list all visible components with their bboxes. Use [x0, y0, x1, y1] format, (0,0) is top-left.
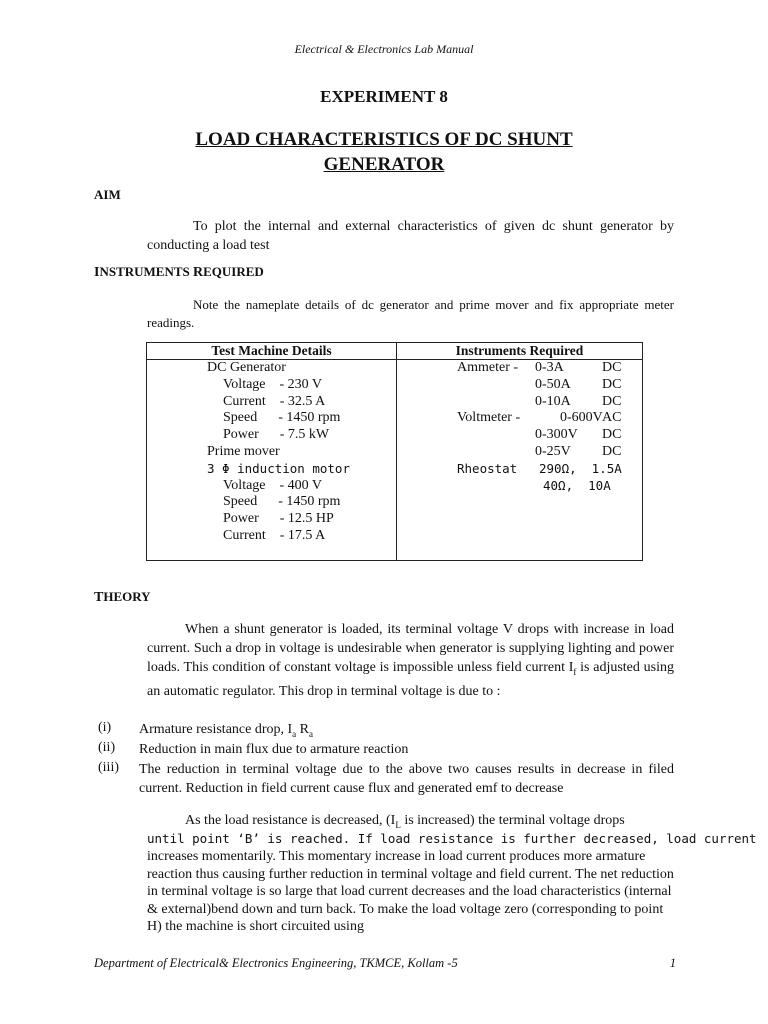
- machine-detail-line: Speed - 1450 rpm: [223, 410, 341, 426]
- instrument-range: 40Ω, 10A: [543, 477, 611, 493]
- list-item-number: (i): [98, 720, 112, 735]
- list-item-number: (iii): [98, 760, 119, 775]
- instrument-type: DC: [602, 444, 622, 459]
- page-number: 1: [669, 956, 676, 970]
- machine-detail-line: Speed - 1450 rpm: [223, 494, 341, 510]
- running-header: Electrical & Electronics Lab Manual: [294, 42, 474, 56]
- instrument-type: DC: [602, 393, 622, 409]
- footer-department: Department of Electrical& Electronics Engineering, TKMCE, Kollam -5: [94, 956, 458, 970]
- instrument-type: DC: [602, 427, 622, 443]
- machine-detail-line: Voltage - 230 V: [223, 376, 323, 392]
- instrument-range: 0-300V: [535, 427, 578, 443]
- machine-details-cell: [147, 360, 397, 561]
- instrument-type: AC: [602, 410, 622, 426]
- theory-paragraph-2-line-2: until point ‘B’ is reached. If load resistance is further decreased, load current: [147, 831, 757, 846]
- page-title: LOAD CHARACTERISTICS OF DC SHUNT GENERATOR: [195, 129, 573, 175]
- theory-paragraph-2-line-1: As the load resistance is decreased, ($I_L$ is increased) the terminal voltage drops: [185, 813, 625, 830]
- instruments-heading: INSTRUMENTS REQUIRED: [94, 264, 264, 280]
- instrument-range: 0-3A: [535, 360, 564, 375]
- instruments-note: Note the nameplate details of dc generator and prime mover and fix appropriate meter readings.: [147, 297, 674, 330]
- machine-detail-line: Prime mover: [207, 444, 280, 459]
- instrument-type: DC: [602, 360, 622, 375]
- list-item: Reduction in main flux due to armature reaction: [139, 742, 409, 757]
- aim-heading: AIM: [94, 187, 121, 202]
- theory-paragraph-1: When a shunt generator is loaded, its terminal voltage V drops with increase in load current. Such a drop in voltage is undesirable when generator is supplying lighting and power loads. This condition of constant voltage is impossible unless field current $I_f$ is adjusted using an automatic regulator. This drop in terminal voltage is due to :: [147, 622, 674, 699]
- machine-detail-line: Current - 32.5 A: [223, 393, 326, 409]
- instruments-table: [146, 342, 643, 561]
- instrument-type: DC: [602, 376, 622, 392]
- instrument-range: 0-25V: [535, 444, 571, 459]
- instrument-range: 0-50A: [535, 376, 571, 392]
- list-item: The reduction in terminal voltage due to the above two causes results in decrease in filed current. Reduction in field current cause flux and generated emf to decrease: [139, 762, 674, 796]
- column-header-instruments: Instruments Required: [397, 343, 643, 360]
- machine-detail-line: Power - 12.5 HP: [223, 511, 334, 527]
- instrument-name: Voltmeter -: [457, 410, 524, 426]
- instrument-range: 0-10A: [535, 393, 571, 409]
- column-header-machine: Test Machine Details: [147, 343, 397, 360]
- aim-text: To plot the internal and external characteristics of given dc shunt generator by conducting a load test: [147, 219, 674, 253]
- machine-detail-line: Voltage - 400 V: [223, 477, 323, 493]
- instruments-cell: [397, 360, 643, 561]
- list-item-number: (ii): [98, 740, 116, 755]
- machine-detail-line: Current - 17.5 A: [223, 528, 326, 543]
- list-item: Armature resistance drop, $I_a$ $R_a$: [139, 722, 314, 739]
- machine-detail-line: DC Generator: [207, 360, 286, 375]
- page-footer: [94, 956, 676, 971]
- theory-paragraph-2: increases momentarily. This momentary increase in load current produces more armature reaction thus causing further reduction in terminal voltage and field current. The net reduction in terminal voltage is so large that load current decreases and the load characteristics (internal & external)bend down and turn back. To make the load voltage zero (corresponding to point H) the machine is short circuited using: [147, 849, 674, 935]
- theory-heading: THEORY: [94, 589, 151, 605]
- instrument-range: 290Ω, 1.5A: [539, 460, 622, 476]
- machine-detail-line: Power - 7.5 kW: [223, 427, 330, 443]
- instrument-name: Ammeter -: [457, 360, 522, 375]
- machine-detail-line: 3 Φ induction motor: [207, 460, 350, 476]
- instrument-name: Rheostat: [457, 460, 518, 476]
- experiment-number: EXPERIMENT 8: [320, 87, 448, 106]
- instrument-range: 0-600V: [560, 410, 603, 426]
